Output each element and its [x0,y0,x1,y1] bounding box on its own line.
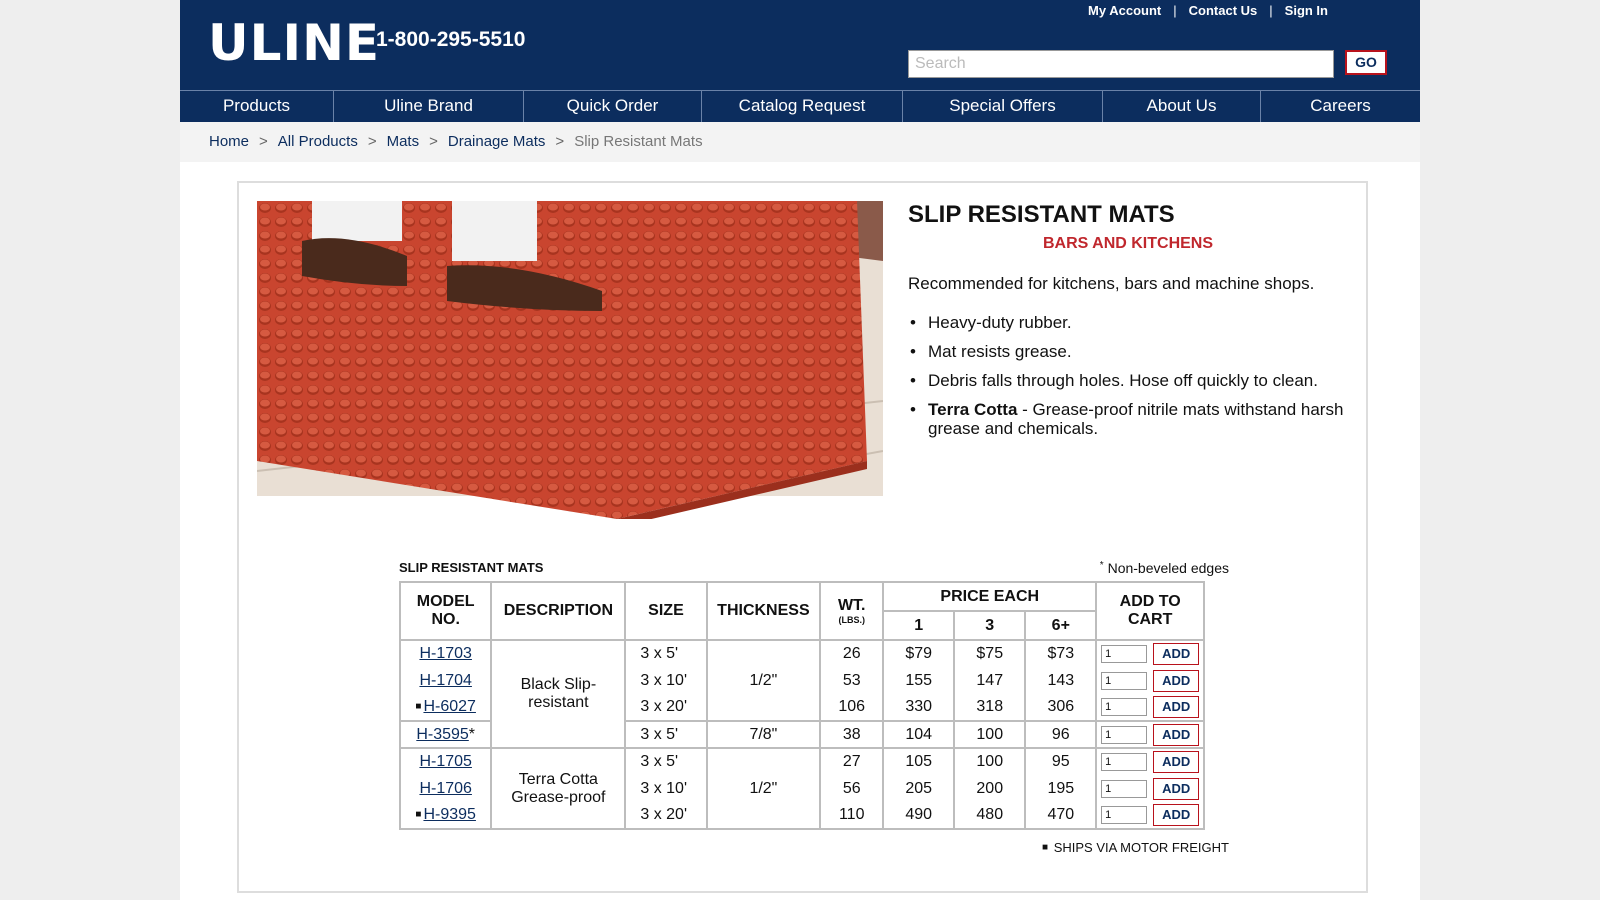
price-6-cell: 143 [1025,667,1096,694]
price-3-cell: 318 [954,694,1025,721]
quantity-input[interactable]: 1 [1101,753,1147,771]
search-go-button[interactable]: GO [1345,50,1387,75]
add-button[interactable]: ADD [1153,643,1199,665]
thickness-cell: 1/2" [707,748,821,829]
top-links [1088,3,1328,18]
header-size: SIZE [625,582,706,640]
cart-cell [1096,775,1204,802]
header-model: MODEL NO. [400,582,491,640]
product-title: SLIP RESISTANT MATS [908,201,1175,228]
add-button[interactable]: ADD [1153,804,1199,826]
header-price-each: PRICE EACH [883,582,1096,611]
header-price-6: 6+ [1025,611,1096,640]
table-note [1029,560,1229,576]
price-6-cell: 470 [1025,802,1096,829]
search-input[interactable]: Search [908,50,1334,78]
price-3-cell: 147 [954,667,1025,694]
wt-cell: 26 [820,640,883,667]
crumb-drainage-mats[interactable]: Drainage Mats [447,133,546,150]
price-6-cell: 195 [1025,775,1096,802]
price-6-cell: 95 [1025,748,1096,775]
wt-cell: 110 [820,802,883,829]
price-6-cell: 96 [1025,721,1096,748]
product-content [237,181,1368,893]
spec-table [399,581,1205,830]
model-cell [400,748,491,775]
price-3-cell: 100 [954,748,1025,775]
cart-cell [1096,640,1204,667]
quantity-input[interactable]: 1 [1101,806,1147,824]
cart-cell [1096,748,1204,775]
site-header [180,0,1420,90]
crumb-sep: > [367,133,377,150]
price-1-cell: 330 [883,694,954,721]
description-terra: Terra Cotta Grease-proof [491,748,625,829]
cart-cell [1096,802,1204,829]
nav-catalog-request[interactable]: Catalog Request [702,91,903,122]
table-row [400,748,1204,775]
model-link[interactable]: H-1705 [419,753,472,770]
uline-logo[interactable]: ULINE [208,14,381,72]
crumb-all-products[interactable]: All Products [277,133,358,150]
model-cell [400,667,491,694]
size-cell: 3 x 20' [625,694,706,721]
size-cell: 3 x 20' [625,802,706,829]
model-cell [400,775,491,802]
contact-us-link[interactable]: Contact Us [1188,3,1258,18]
price-1-cell: 104 [883,721,954,748]
wt-cell: 53 [820,667,883,694]
non-beveled-star: * [468,725,476,743]
feature-list [908,313,1358,448]
quantity-input[interactable]: 1 [1101,780,1147,798]
price-6-cell: 306 [1025,694,1096,721]
breadcrumb [209,133,703,150]
price-3-cell: 200 [954,775,1025,802]
model-cell [400,721,491,748]
crumb-sep: > [259,133,268,150]
wt-cell: 56 [820,775,883,802]
cart-cell [1096,667,1204,694]
wt-cell: 106 [820,694,883,721]
model-cell [400,640,491,667]
add-button[interactable]: ADD [1153,751,1199,773]
breadcrumb-bar [180,122,1420,162]
crumb-current: Slip Resistant Mats [574,133,703,150]
feature-item [908,400,1358,438]
crumb-sep: > [555,133,565,150]
separator: | [1269,3,1273,18]
model-cell [400,802,491,829]
model-link[interactable]: H-9395 [423,806,476,823]
quantity-input[interactable]: 1 [1101,726,1147,744]
phone-number: 1-800-295-5510 [376,28,526,51]
nav-careers[interactable]: Careers [1310,96,1371,115]
product-image [257,201,883,519]
feature-text: - Grease-proof nitrile mats withstand harsh grease and chemicals. [928,400,1344,438]
model-cell [400,694,491,721]
header-price-1: 1 [883,611,954,640]
feature-item: • Debris falls through holes. Hose off quickly to clean. [908,371,1358,390]
product-subtitle: BARS AND KITCHENS [1042,235,1214,252]
product-intro: Recommended for kitchens, bars and machine shops. [908,274,1315,293]
header-thickness: THICKNESS [707,582,821,640]
crumb-home[interactable]: Home [209,133,250,150]
size-cell: 3 x 5' [625,721,706,748]
crumb-mats[interactable]: Mats [386,133,420,150]
add-button[interactable]: ADD [1153,696,1199,718]
thickness-cell: 1/2" [707,640,821,721]
freight-mark: ■ [415,701,422,712]
wt-cell: 27 [820,748,883,775]
note-text: Non-beveled edges [1103,560,1229,576]
price-1-cell: 105 [883,748,954,775]
add-button[interactable]: ADD [1153,670,1199,692]
feature-item: • Heavy-duty rubber. [908,313,1358,332]
wt-unit: (LBS.) [838,615,865,625]
price-3-cell: $75 [954,640,1025,667]
header-add-to-cart: ADD TO CART [1096,582,1204,640]
size-cell: 3 x 10' [625,775,706,802]
cart-cell [1096,694,1204,721]
quantity-input[interactable]: 1 [1101,698,1147,716]
feature-item: • Mat resists grease. [908,342,1358,361]
size-cell: 3 x 5' [625,748,706,775]
my-account-link[interactable]: My Account [1088,3,1162,18]
price-1-cell: 155 [883,667,954,694]
quantity-input[interactable]: 1 [1101,672,1147,690]
freight-note [939,840,1229,855]
price-6-cell: $73 [1025,640,1096,667]
nav-uline-brand[interactable]: Uline Brand [334,91,524,122]
size-cell: 3 x 5' [625,640,706,667]
model-link[interactable]: H-3595 [416,725,469,743]
header-price-3: 3 [954,611,1025,640]
nav-quick-order[interactable]: Quick Order [524,91,702,122]
size-cell: 3 x 10' [625,667,706,694]
price-3-cell: 480 [954,802,1025,829]
wt-label: WT. [837,597,866,614]
model-link[interactable]: H-6027 [423,698,476,715]
model-link[interactable]: H-1704 [419,671,472,689]
separator: | [1173,3,1177,18]
price-1-cell: 490 [883,802,954,829]
add-button[interactable]: ADD [1153,778,1199,800]
nav-products[interactable]: Products [180,91,334,122]
price-3-cell: 100 [954,721,1025,748]
header-wt [820,582,883,640]
price-1-cell: 205 [883,775,954,802]
price-1-cell: $79 [883,640,954,667]
quantity-input[interactable]: 1 [1101,645,1147,663]
nav-about-us[interactable]: About Us [1103,91,1261,122]
table-caption: SLIP RESISTANT MATS [399,560,544,575]
add-button[interactable]: ADD [1153,724,1199,746]
table-row [400,640,1204,667]
description-black: Black Slip-resistant [491,640,625,748]
model-link[interactable]: H-1703 [419,645,472,662]
model-link[interactable]: H-1706 [419,779,472,797]
nav-special-offers[interactable]: Special Offers [903,91,1103,122]
wt-cell: 38 [820,721,883,748]
sign-in-link[interactable]: Sign In [1284,3,1328,18]
freight-mark: ■ [415,809,422,820]
freight-mark: ■ [1042,842,1049,853]
crumb-sep: > [429,133,438,150]
freight-note-text: SHIPS VIA MOTOR FREIGHT [1053,840,1229,855]
thickness-cell: 7/8" [707,721,821,748]
header-description: DESCRIPTION [491,582,625,640]
feature-bold: Terra Cotta [928,400,1018,419]
page [180,0,1420,900]
note-star: * [1099,560,1104,571]
main-nav [180,90,1420,122]
cart-cell [1096,721,1204,748]
